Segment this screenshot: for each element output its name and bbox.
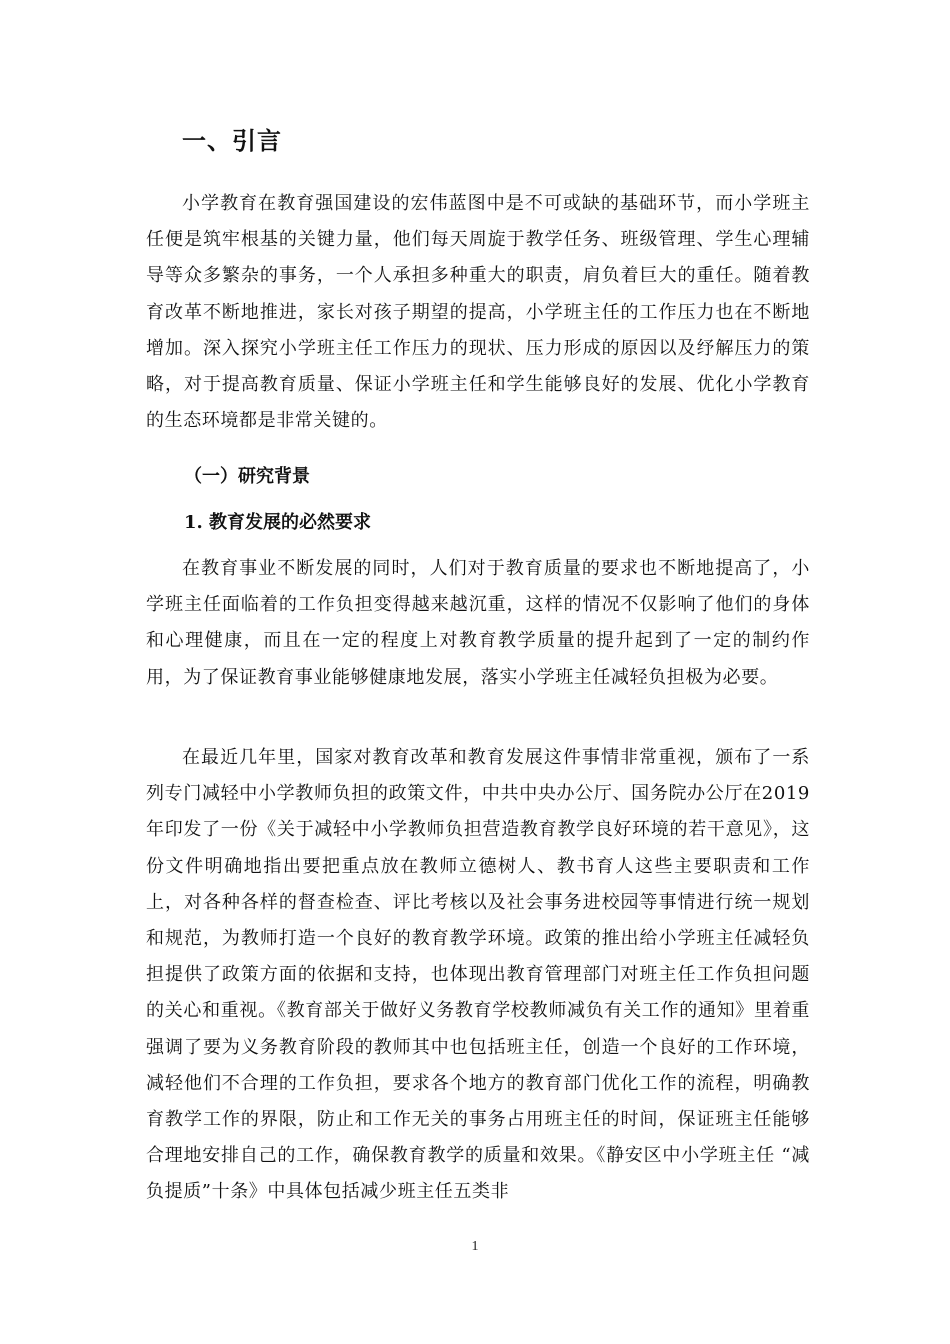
intro-paragraph: 小学教育在教育强国建设的宏伟蓝图中是不可或缺的基础环节，而小学班主任便是筑牢根基的关键力量，他们每天周旋于教学任务、班级管理、学生心理辅导等众多繁杂的事务，一个人承担多种重大的职责，肩负着巨大的重任。随着教育改革不断地推进，家长对孩子期望的提高，小学班主任的工作压力也在不断地增加。深入探究小学班主任工作压力的现状、压力形成的原因以及纾解压力的策略，对于提高教育质量、保证小学班主任和学生能够良好的发展、优化小学教育的生态环境都是非常关键的。 — [146, 193, 810, 432]
body-paragraph-3: 在最近几年里，国家对教育改革和教育发展这件事情非常重视，颁布了一系列专门减轻中小学教师负担的政策文件，中共中央办公厅、国务院办公厅在2019年印发了一份《关于减轻中小学教师负担营造教育教学良好环境的若干意见》，这份文件明确地指出要把重点放在教师立德树人、教书育人这些主要职责和工作上，对各种各样的督查检查、评比考核以及社会事务进校园等事情进行统一规划和规范，为教师打造一个良好的教育教学环境。政策的推出给小学班主任减轻负担提供了政策方面的依据和支持，也体现出教育管理部门对班主任工作负担问题的关心和重视。《教育部关于做好义务教育学校教师减负有关工作的通知》里着重强调了要为义务教育阶段的教师其中也包括班主任，创造一个良好的工作环境，减轻他们不合理的工作负担，要求各个地方的教育部门优化工作的流程，明确教育教学工作的界限，防止和工作无关的事务占用班主任的时间，保证班主任能够合理地安排自己的工作，确保教育教学的质量和效果。《静安区中小学班主任 “减负提质”十条》中具体包括减少班主任五类非 — [146, 747, 810, 1203]
subsubsection-title: 1. 教育发展的必然要求 — [184, 512, 372, 533]
page-number: 1 — [471, 1239, 479, 1254]
subsection-title: （一）研究背景 — [184, 466, 310, 487]
section-title: 一、引言 — [182, 127, 282, 155]
body-paragraph-2: 在教育事业不断发展的同时，人们对于教育质量的要求也不断地提高了，小学班主任面临着的工作负担变得越来越沉重，这样的情况不仅影响了他们的身体和心理健康，而且在一定的程度上对教育教学质量的提升起到了一定的制约作用，为了保证教育事业能够健康地发展，落实小学班主任减轻负担极为必要。 — [146, 558, 810, 688]
